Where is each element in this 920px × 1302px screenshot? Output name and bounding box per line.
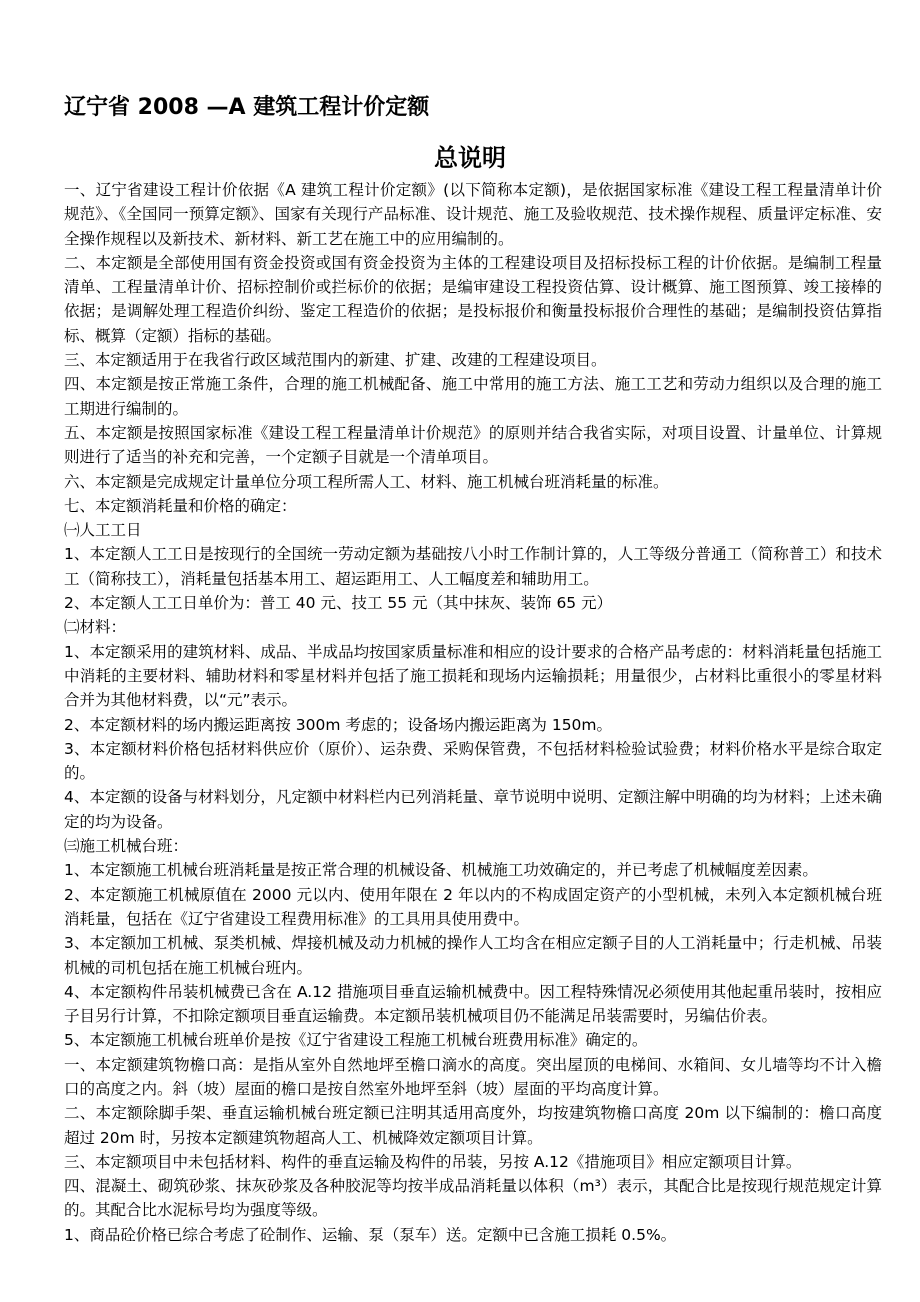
paragraph: 4、本定额构件吊装机械费已含在 A.12 措施项目垂直运输机械费中。因工程特殊情况必须使用其他起重吊装时，按相应子目另行计算，不扣除定额项目垂直运输费。本定额吊装机械项目仍不能满足吊装需要时，另编估价表。 [64, 982, 882, 1026]
paragraph: 六、本定额是完成规定计量单位分项工程所需人工、材料、施工机械台班消耗量的标准。 [64, 472, 669, 491]
paragraph: 四、本定额是按正常施工条件，合理的施工机械配备、施工中常用的施工方法、施工工艺和劳动力组织以及合理的施工工期进行编制的。 [64, 375, 882, 418]
paragraph: 1、本定额施工机械台班消耗量是按正常合理的机械设备、机械施工功效确定的，并已考虑了机械幅度差因素。 [64, 861, 818, 880]
paragraph: 二、本定额除脚手架、垂直运输机械台班定额已注明其适用高度外，均按建筑物檐口高度 20m 以下编制的：檐口高度超过 20m 时，另按本定额建筑物超高人工、机械降效定额项目计算。 [64, 1104, 882, 1147]
paragraph: 3、本定额材料价格包括材料供应价（原价）、运杂费、采购保管费，不包括材料检验试验费；材料价格水平是综合取定的。 [64, 739, 882, 783]
paragraph: 5、本定额施工机械台班单价是按《辽宁省建设工程施工机械台班费用标准》确定的。 [64, 1031, 648, 1050]
document-body [64, 178, 882, 1247]
subheading-materials: ㈡材料： [64, 618, 127, 637]
paragraph: 2、本定额施工机械原值在 2000 元以内、使用年限在 2 年以内的不构成固定资产的小型机械，未列入本定额机械台班消耗量，包括在《辽宁省建设工程费用标准》的工具用具使用费中。 [64, 885, 882, 928]
paragraph: 2、本定额材料的场内搬运距离按 300m 考虑的；设备场内搬运距离为 150m。 [64, 715, 613, 734]
document-title: 辽宁省 2008 —A 建筑工程计价定额 [64, 95, 430, 120]
paragraph: 七、本定额消耗量和价格的确定： [64, 496, 297, 515]
paragraph: 三、本定额适用于在我省行政区域范围内的新建、扩建、改建的工程建设项目。 [64, 351, 607, 370]
paragraph: 一、本定额建筑物檐口高：是指从室外自然地坪至檐口滴水的高度。突出屋顶的电梯间、水箱间、女儿墙等均不计入檐口的高度之内。斜（坡）屋面的檐口是按自然室外地坪至斜（坡）屋面的平均高度计算。 [64, 1055, 882, 1098]
paragraph: 三、本定额项目中未包括材料、构件的垂直运输及构件的吊装，另按 A.12《措施项目》相应定额项目计算。 [64, 1152, 802, 1171]
paragraph: 1、商品砼价格已综合考虑了砼制作、运输、泵（泵车）送。定额中已含施工损耗 0.5%。 [64, 1225, 677, 1244]
paragraph: 五、本定额是按照国家标准《建设工程工程量清单计价规范》的原则并结合我省实际，对项目设置、计量单位、计算规则进行了适当的补充和完善，一个定额子目就是一个清单项目。 [64, 423, 882, 467]
paragraph: 3、本定额加工机械、泵类机械、焊接机械及动力机械的操作人工均含在相应定额子目的人工消耗量中；行走机械、吊装机械的司机包括在施工机械台班内。 [64, 934, 882, 977]
paragraph: 1、本定额采用的建筑材料、成品、半成品均按国家质量标准和相应的设计要求的合格产品考虑的：材料消耗量包括施工中消耗的主要材料、辅助材料和零星材料并包括了施工损耗和现场内运输损耗；用量很少，占材料比重很小的零星材料合并为其他材料费，以“元”表示。 [64, 642, 882, 710]
paragraph: 二、本定额是全部使用国有资金投资或国有资金投资为主体的工程建设项目及招标投标工程的计价依据。是编制工程量清单、工程量清单计价、招标控制价或拦标价的依据；是编审建设工程投资估算、设计概算、施工图预算、竣工接棒的依据；是调解处理工程造价纠纷、鉴定工程造价的依据；是投标报价和衡量投标报价合理性的基础；是编制投资估算指标、概算（定额）指标的基础。 [64, 253, 882, 345]
subheading-machinery: ㈢施工机械台班： [64, 837, 189, 856]
paragraph: 2、本定额人工工日单价为：普工 40 元、技工 55 元（其中抹灰、装饰 65 元） [64, 594, 613, 613]
paragraph: 一、辽宁省建设工程计价依据《A 建筑工程计价定额》(以下简称本定额)，是依据国家标准《建设工程工程量清单计价规范》、《全国同一预算定额》、国家有关现行产品标准、设计规范、施工及验收规范、技术操作规程、质量评定标准、安全操作规程以及新技术、新材料、新工艺在施工中的应用编制的。 [64, 181, 882, 248]
paragraph: 4、本定额的设备与材料划分，凡定额中材料栏内已列消耗量、章节说明中说明、定额注解中明确的均为材料；上述未确定的均为设备。 [64, 788, 882, 831]
paragraph: 四、混凝土、砌筑砂浆、抹灰砂浆及各种胶泥等均按半成品消耗量以体积（m³）表示，其配合比是按现行规范规定计算的。其配合比水泥标号均为强度等级。 [64, 1177, 882, 1220]
section-title: 总说明 [434, 144, 506, 172]
subheading-labor: ㈠人工工日 [64, 521, 142, 540]
paragraph: 1、本定额人工工日是按现行的全国统一劳动定额为基础按八小时工作制计算的，人工等级分普通工（简称普工）和技术工（简称技工），消耗量包括基本用工、超运距用工、人工幅度差和辅助用工。 [64, 545, 882, 588]
